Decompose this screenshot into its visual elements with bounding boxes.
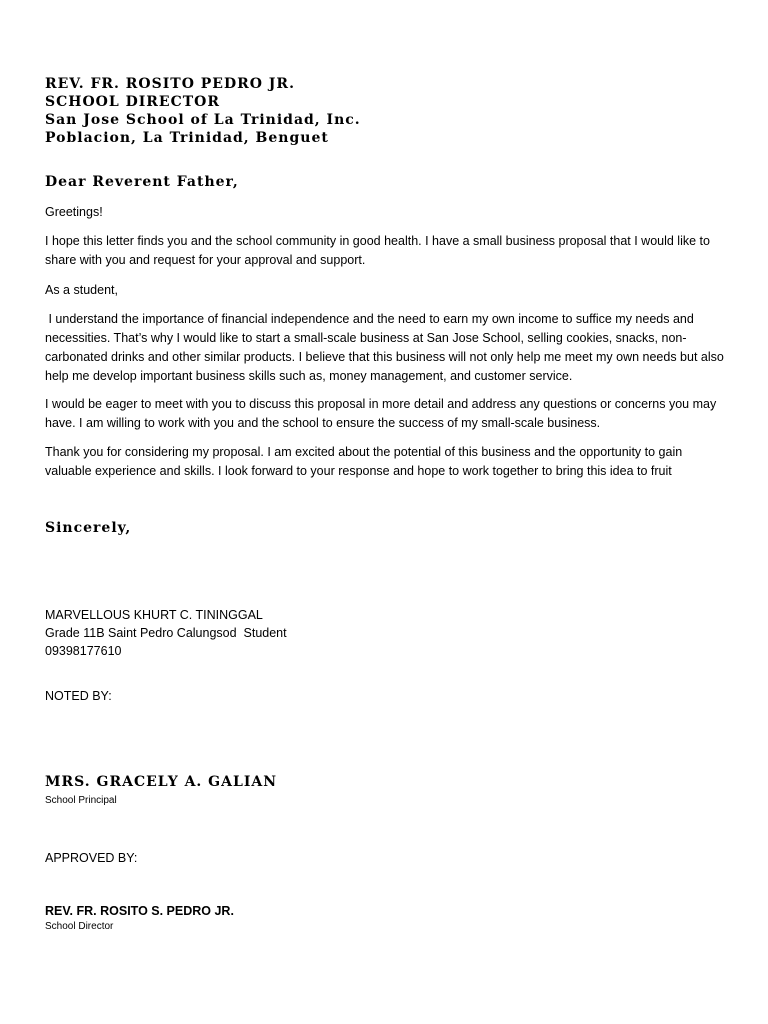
principal-title: School Principal [45, 795, 117, 806]
director-title: School Director [45, 921, 114, 932]
noted-by-label: NOTED BY: [45, 689, 112, 703]
sender-name: MARVELLOUS KHURT C. TININGGAL [45, 608, 263, 622]
recipient-address: Poblacion, La Trinidad, Benguet [45, 130, 329, 146]
recipient-name: REV. FR. ROSITO PEDRO JR. [45, 76, 295, 92]
paragraph-business-plan: I understand the importance of financial independence and the need to earn my own income to suffice my needs and necessities. That’s why I would like to start a small-scale business at San Jose School, selling cookies, snacks, non-carbonated drinks and other similar products. I believe that this business will not only help me meet my own needs but also help me develop important business skills such as, money management, and customer service. [45, 312, 728, 383]
approved-by-label: APPROVED BY: [45, 851, 138, 865]
closing: Sincerely, [45, 520, 132, 536]
paragraph-as-student: As a student, [45, 283, 118, 297]
paragraph-thanks: Thank you for considering my proposal. I am excited about the potential of this business and the opportunity to gain valuable experience and skills. I look forward to your response and hope to work together to bring this idea to fruit [45, 445, 683, 478]
recipient-school: San Jose School of La Trinidad, Inc. [45, 112, 361, 128]
sender-section: Grade 11B Saint Pedro Calungsod Student [45, 626, 287, 640]
director-name: REV. FR. ROSITO S. PEDRO JR. [45, 904, 234, 918]
paragraph-meeting-request: I would be eager to meet with you to discuss this proposal in more detail and address any questions or concerns you may have. I am willing to work with you and the school to ensure the success of my small-scale business. [45, 397, 717, 430]
salutation: Dear Reverent Father, [45, 174, 239, 190]
principal-name: MRS. GRACELY A. GALIAN [45, 774, 278, 790]
recipient-address-block [45, 75, 361, 147]
sender-block [45, 606, 287, 660]
sender-phone: 09398177610 [45, 644, 122, 658]
greeting: Greetings! [45, 205, 103, 219]
paragraph-intro: I hope this letter finds you and the school community in good health. I have a small business proposal that I would like to share with you and request for your approval and support. [45, 234, 710, 267]
recipient-position: SCHOOL DIRECTOR [45, 94, 220, 110]
